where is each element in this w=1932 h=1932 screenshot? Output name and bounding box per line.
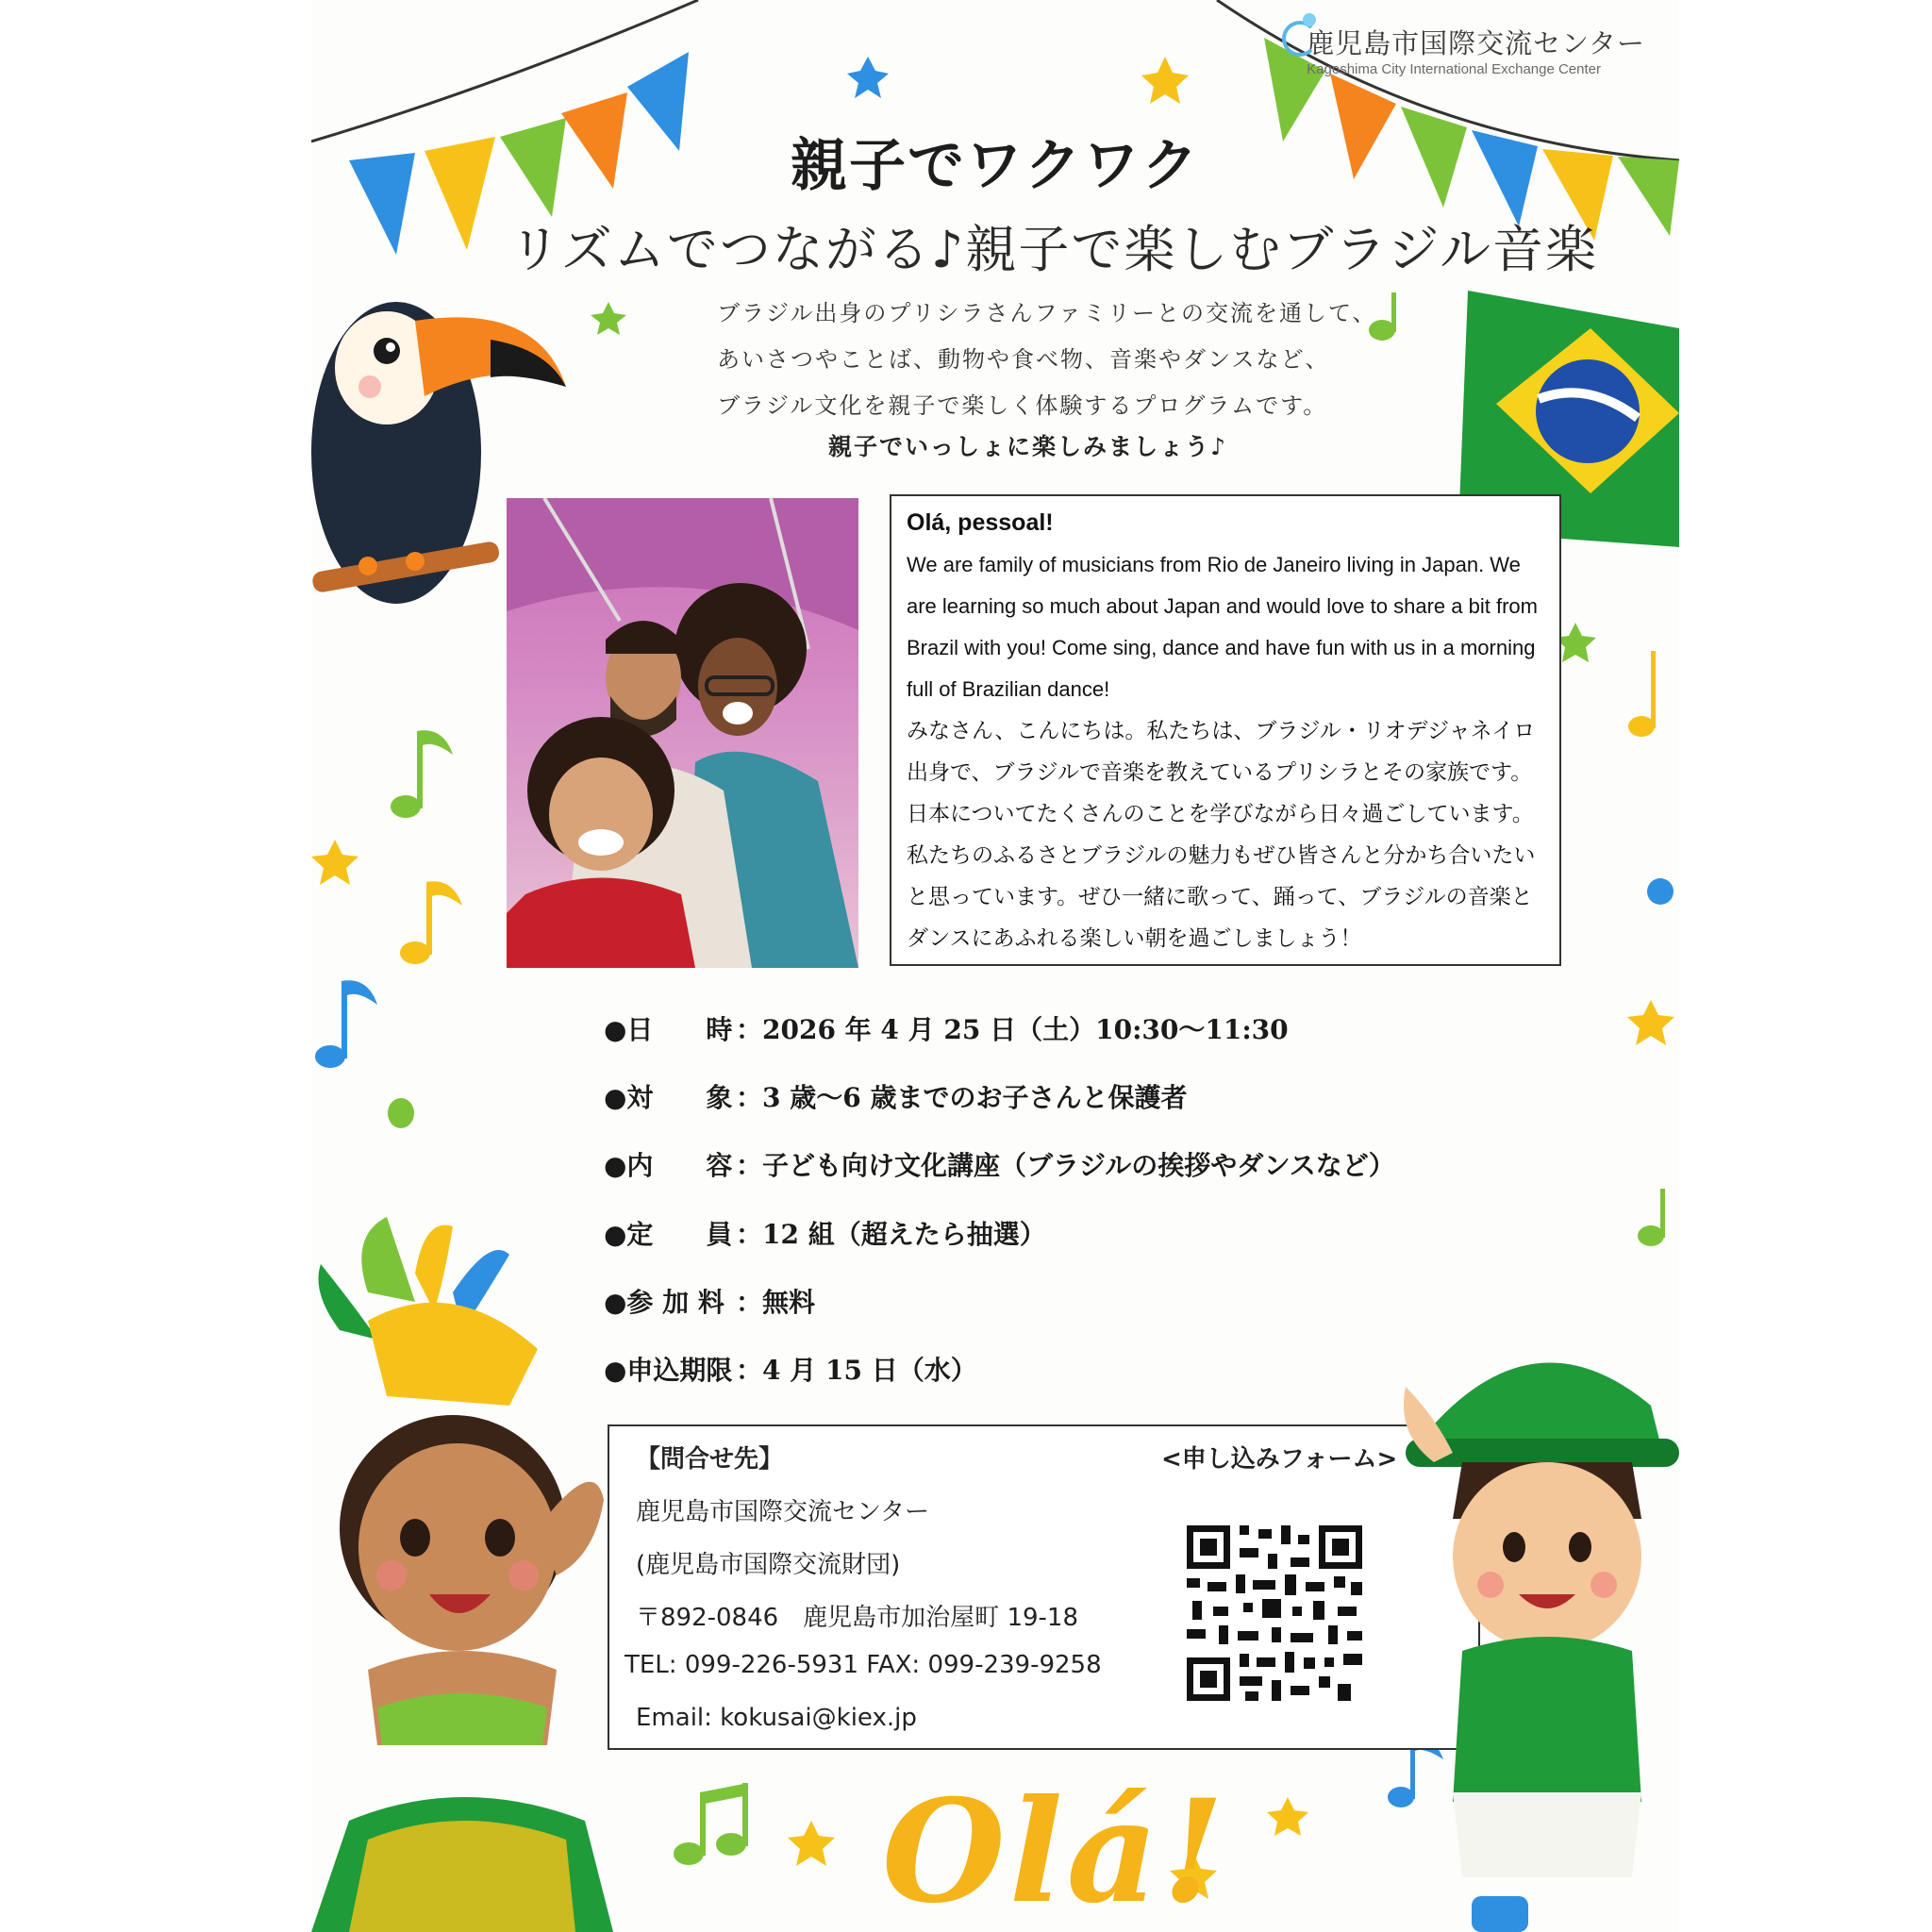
detail-row-capacity [604,1214,1046,1252]
footer-ola-text: Olá! [882,1769,1228,1932]
detail-label: ●定 員 [604,1219,733,1250]
contact-address: 〒892-0846 鹿児島市加治屋町 19-18 [636,1604,1078,1632]
contact-org-sub: (鹿児島市国際交流財団) [636,1551,901,1579]
logo-ring-icon [1282,21,1318,57]
logo-name-ja: 鹿児島市国際交流センター [1307,27,1645,59]
application-qr-code[interactable] [1187,1525,1362,1701]
application-form-label: <申し込みフォーム> [1161,1445,1398,1474]
intro-emphasis: 親子でいっしょに楽しみましょう♪ [828,433,1227,460]
contact-box [608,1424,1480,1750]
family-photo [507,498,858,968]
intro-line: あいさつやことば、動物や食べ物、音楽やダンスなど、 [717,346,1330,373]
detail-label: ●申込期限 [604,1355,733,1386]
flyer-page [311,0,1679,1932]
family-message-box [890,494,1561,966]
contact-org: 鹿児島市国際交流センター [636,1498,929,1526]
boy-illustration [1396,1330,1679,1932]
detail-value: ：2026 年 4 月 25 日（土）10:30～11:30 [736,1014,1289,1045]
contact-tel-fax: TEL: 099-226-5931 FAX: 099-239-9258 [625,1651,1102,1679]
contact-heading: 【問合せ先】 [636,1445,784,1474]
detail-value: ：子ども向け文化講座（ブラジルの挨拶やダンスなど） [736,1150,1395,1181]
detail-value: ：無料 [736,1287,816,1318]
dancer-girl-illustration [311,1217,623,1932]
detail-value: ：12 組（超えたら抽選） [736,1219,1046,1250]
family-photo-graphic [507,498,858,968]
detail-value: ：3 歳～6 歳までのお子さんと保護者 [736,1082,1188,1113]
logo-name-en: Kagoshima City International Exchange Center [1307,61,1601,77]
detail-label: ●対 象 [604,1082,733,1113]
sub-title: リズムでつながる♪親子で楽しむブラジル音楽 [509,220,1599,279]
message-greeting: Olá, pessoal! [907,509,1054,536]
detail-label: ●日 時 [604,1014,733,1045]
message-japanese: みなさん、こんにちは。私たちは、ブラジル・リオデジャネイロ出身で、ブラジルで音楽を教えているプリシラとその家族です。日本についてたくさんのことを学びながら日々過ごしています。私たちのふるさとブラジルの魅力もぜひ皆さんと分かち合いたいと思っています。ぜひ一緒に歌って、踊って、ブラジルの音楽とダンスにあふれる楽しい朝を過ごしましょう！ [907,719,1536,951]
detail-row-content [604,1145,1395,1183]
detail-value: ：4 月 15 日（水） [736,1355,977,1386]
intro-line: ブラジル出身のプリシラさんファミリーとの交流を通して、 [717,300,1377,326]
intro-text [717,291,1376,429]
message-english: We are family of musicians from Rio de Janeiro living in Japan. We are learning so much about Japan and would love to share a bit from Brazil with you! Come sing, dance and have fun with us in a morning full of Brazilian dance! [907,553,1538,701]
contact-email[interactable]: Email: kokusai@kiex.jp [636,1704,917,1732]
organization-logo [1307,23,1645,77]
detail-row-deadline [604,1350,977,1388]
main-title: 親子でワクワク [791,133,1200,199]
detail-row-fee [604,1282,815,1320]
detail-row-date [604,1009,1289,1047]
detail-label: ●参 加 料 [604,1287,724,1318]
detail-label: ●内 容 [604,1150,733,1181]
detail-row-target [604,1077,1187,1115]
intro-line: ブラジル文化を親子で楽しく体験するプログラムです。 [717,392,1328,419]
